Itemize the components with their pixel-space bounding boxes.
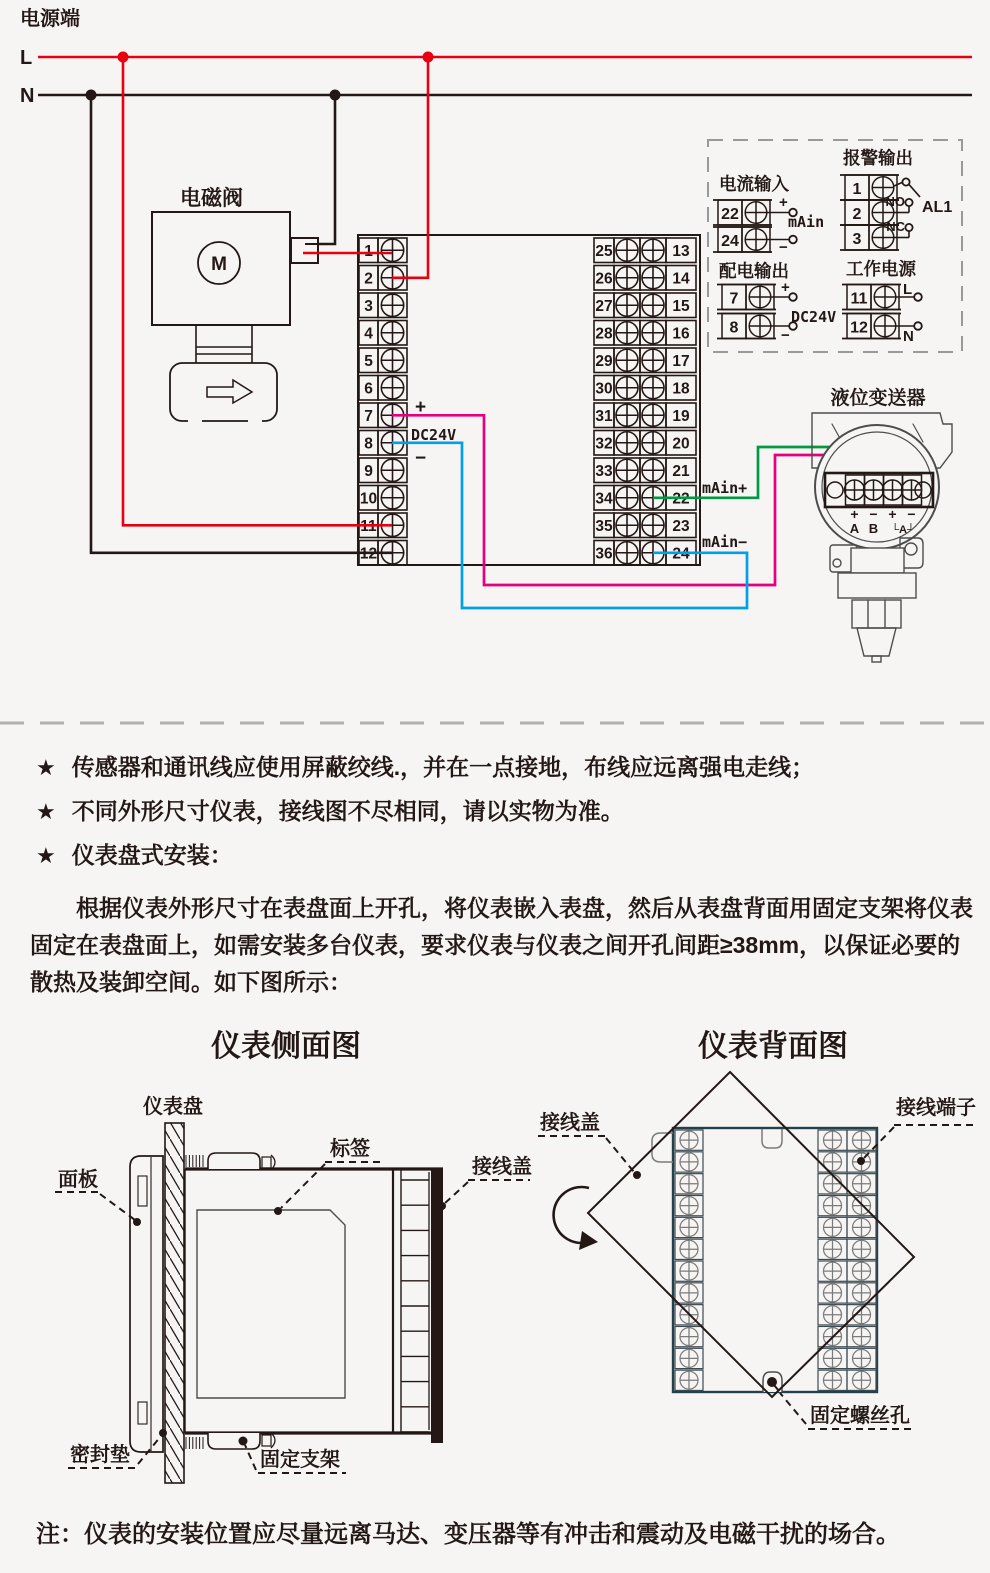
svg-text:23: 23 — [672, 518, 690, 535]
svg-text:36: 36 — [595, 545, 613, 563]
terminals-label: 接线端子 — [896, 1097, 976, 1119]
install-paragraph: 根据仪表外形尺寸在表盘面上开孔，将仪表嵌入表盘，然后从表盘背面用固定支架将仪表固定在表盘面上，如需安装多台仪表，要求仪表与仪表之间开孔间距≥38mm，以保证必要的散热及装卸空间。如下图所示： — [30, 895, 973, 995]
footnote: 注：仪表的安装位置应尽量远离马达、变压器等有冲击和震动及电磁干扰的场合。 — [36, 1521, 900, 1548]
working-power-title: 工作电源 — [846, 259, 916, 279]
svg-text:35: 35 — [595, 518, 613, 535]
panel-wall — [165, 1123, 184, 1483]
terminal-row — [359, 513, 696, 538]
flow-arrow-icon — [207, 380, 252, 403]
svg-text:1: 1 — [364, 243, 373, 260]
note-bullet — [36, 842, 966, 869]
svg-text:3: 3 — [364, 298, 373, 315]
star-icon: ★ — [36, 843, 56, 868]
callout-leaders — [55, 1162, 530, 1473]
svg-text:5: 5 — [364, 353, 373, 370]
svg-text:12: 12 — [850, 319, 868, 337]
svg-text:9: 9 — [364, 463, 373, 480]
svg-text:7: 7 — [364, 408, 373, 425]
dc24v-minus: − — [415, 448, 427, 469]
svg-text:11: 11 — [850, 290, 868, 308]
wire-n-to-12 — [91, 95, 392, 553]
wires — [91, 57, 874, 608]
current-input-title: 电流输入 — [719, 174, 789, 194]
svg-text:8: 8 — [729, 319, 739, 337]
svg-text:16: 16 — [672, 325, 690, 343]
back-cover-label: 接线盖 — [540, 1112, 600, 1134]
solenoid-connector — [291, 238, 318, 263]
ci-plus: + — [779, 194, 788, 211]
svg-text:18: 18 — [672, 380, 690, 398]
svg-text:19: 19 — [672, 408, 690, 425]
svg-text:13: 13 — [672, 243, 690, 260]
threaded-rod — [186, 1155, 203, 1167]
bracket-label: 固定支架 — [260, 1449, 340, 1471]
terminal-row — [359, 238, 696, 263]
back-view-title: 仪表背面图 — [698, 1029, 848, 1064]
io-panel — [708, 140, 962, 352]
tx-a: A — [849, 521, 860, 536]
note-text: 不同外形尺寸仪表，接线图不尽相同，请以实物为准。 — [71, 798, 624, 824]
alarm-name: AL1 — [922, 199, 953, 216]
line-n-label: N — [20, 85, 35, 107]
svg-text:4: 4 — [364, 325, 373, 343]
solenoid-label: 电磁阀 — [180, 187, 243, 210]
svg-text:25: 25 — [595, 243, 613, 260]
side-view-title: 仪表侧面图 — [211, 1029, 361, 1064]
svg-text:34: 34 — [595, 490, 613, 508]
svg-text:22: 22 — [672, 490, 690, 508]
tx-p1: + — [850, 506, 859, 522]
svg-text:28: 28 — [595, 325, 613, 343]
svg-text:3: 3 — [852, 231, 862, 248]
gasket-label: 密封垫 — [70, 1444, 130, 1466]
transmitter-body — [830, 538, 923, 662]
star-icon: ★ — [36, 755, 56, 780]
screw-hole-label: 固定螺丝孔 — [810, 1405, 910, 1427]
solenoid-valve — [152, 186, 318, 423]
svg-text:1: 1 — [852, 181, 862, 198]
svg-text:10: 10 — [359, 490, 378, 508]
terminal-comb — [393, 1169, 429, 1433]
svg-text:21: 21 — [672, 463, 690, 480]
callout-leaders — [538, 1125, 975, 1429]
wp-n: N — [903, 328, 914, 345]
wire-l-to-2 — [392, 57, 428, 278]
wire-cyan-minus — [392, 443, 747, 608]
terminal-row — [359, 458, 696, 483]
terminal-row — [359, 486, 696, 511]
wire-l-to-11 — [123, 57, 392, 525]
svg-text:27: 27 — [595, 298, 613, 315]
svg-text:29: 29 — [595, 353, 613, 370]
ci-label: mAin — [788, 213, 825, 231]
svg-text:12: 12 — [359, 545, 378, 563]
wp-l: L — [903, 281, 913, 298]
bracket-top — [208, 1153, 260, 1169]
svg-text:6: 6 — [364, 380, 373, 398]
note-text: 传感器和通讯线应使用屏蔽绞线.，并在一点接地，布线应远离强电走线； — [71, 754, 815, 780]
alarm-no: NO — [885, 194, 905, 209]
note-bullet — [36, 798, 966, 825]
main-plus-label: mAin+ — [702, 479, 748, 497]
main-terminal-block — [358, 235, 747, 565]
top-tab — [762, 1129, 782, 1148]
svg-text:33: 33 — [595, 463, 613, 480]
svg-text:17: 17 — [672, 353, 690, 370]
svg-text:14: 14 — [672, 270, 690, 288]
svg-text:2: 2 — [364, 270, 373, 288]
svg-text:15: 15 — [672, 298, 690, 315]
po-minus: − — [781, 327, 790, 344]
cover-bar — [431, 1169, 443, 1443]
terminal-row — [359, 376, 696, 401]
svg-text:2: 2 — [852, 206, 862, 223]
tag-label: 标签 — [330, 1138, 370, 1160]
note-text: 仪表盘式安装： — [71, 842, 233, 868]
svg-text:32: 32 — [595, 435, 613, 453]
svg-text:30: 30 — [595, 380, 613, 398]
level-transmitter — [812, 386, 952, 662]
back-terminal-grid — [675, 1130, 876, 1390]
tx-m2: − — [907, 506, 916, 522]
tx-loop: └A┘ — [891, 524, 915, 536]
svg-text:24: 24 — [721, 233, 739, 250]
terminal-rows — [359, 238, 696, 565]
transmitter-screws — [845, 475, 922, 505]
valve-notch — [248, 414, 262, 423]
tx-p2: + — [888, 506, 897, 522]
wire-n-to-solenoid — [318, 95, 335, 244]
svg-text:7: 7 — [729, 290, 739, 308]
panel-label: 仪表盘 — [143, 1096, 203, 1118]
power-rails — [20, 6, 972, 107]
po-label: DC24V — [791, 308, 837, 326]
svg-text:20: 20 — [672, 435, 690, 453]
svg-text:26: 26 — [595, 270, 613, 288]
svg-text:22: 22 — [721, 206, 739, 223]
note-bullet — [36, 754, 966, 781]
po-plus: + — [781, 279, 790, 296]
alarm-output-title: 报警输出 — [843, 148, 913, 168]
power-output-title: 配电输出 — [719, 261, 789, 281]
terminal-row — [359, 348, 696, 373]
tx-b: B — [868, 521, 879, 536]
svg-text:24: 24 — [672, 545, 690, 563]
valve-body — [170, 363, 277, 421]
bracket-bottom — [208, 1433, 260, 1449]
terminal-row — [359, 293, 696, 318]
main-minus-label: mAin− — [702, 533, 748, 551]
transmitter-title: 液位变送器 — [830, 388, 926, 409]
svg-text:8: 8 — [364, 435, 373, 453]
line-l-label: L — [20, 47, 33, 69]
io-mini-terminals — [840, 175, 920, 250]
tx-m1: − — [869, 506, 878, 522]
terminal-row — [359, 321, 696, 346]
power-title: 电源端 — [20, 8, 80, 30]
motor-m: M — [211, 254, 227, 275]
threaded-rod — [186, 1437, 203, 1449]
label-area — [197, 1210, 345, 1398]
svg-text:31: 31 — [595, 408, 613, 425]
front-label: 面板 — [58, 1169, 98, 1191]
dc24v-plus: + — [415, 397, 427, 418]
star-icon: ★ — [36, 799, 56, 824]
terminal-row — [359, 541, 696, 566]
ci-minus: − — [779, 239, 788, 256]
dc24v-label: DC24V — [411, 426, 457, 444]
alarm-nc: NC — [886, 219, 905, 234]
valve-notch — [188, 414, 202, 423]
side-view — [55, 1029, 532, 1483]
notes-section — [36, 754, 966, 886]
cover-label: 接线盖 — [472, 1156, 532, 1178]
svg-text:11: 11 — [360, 518, 377, 535]
back-view — [538, 1029, 976, 1429]
